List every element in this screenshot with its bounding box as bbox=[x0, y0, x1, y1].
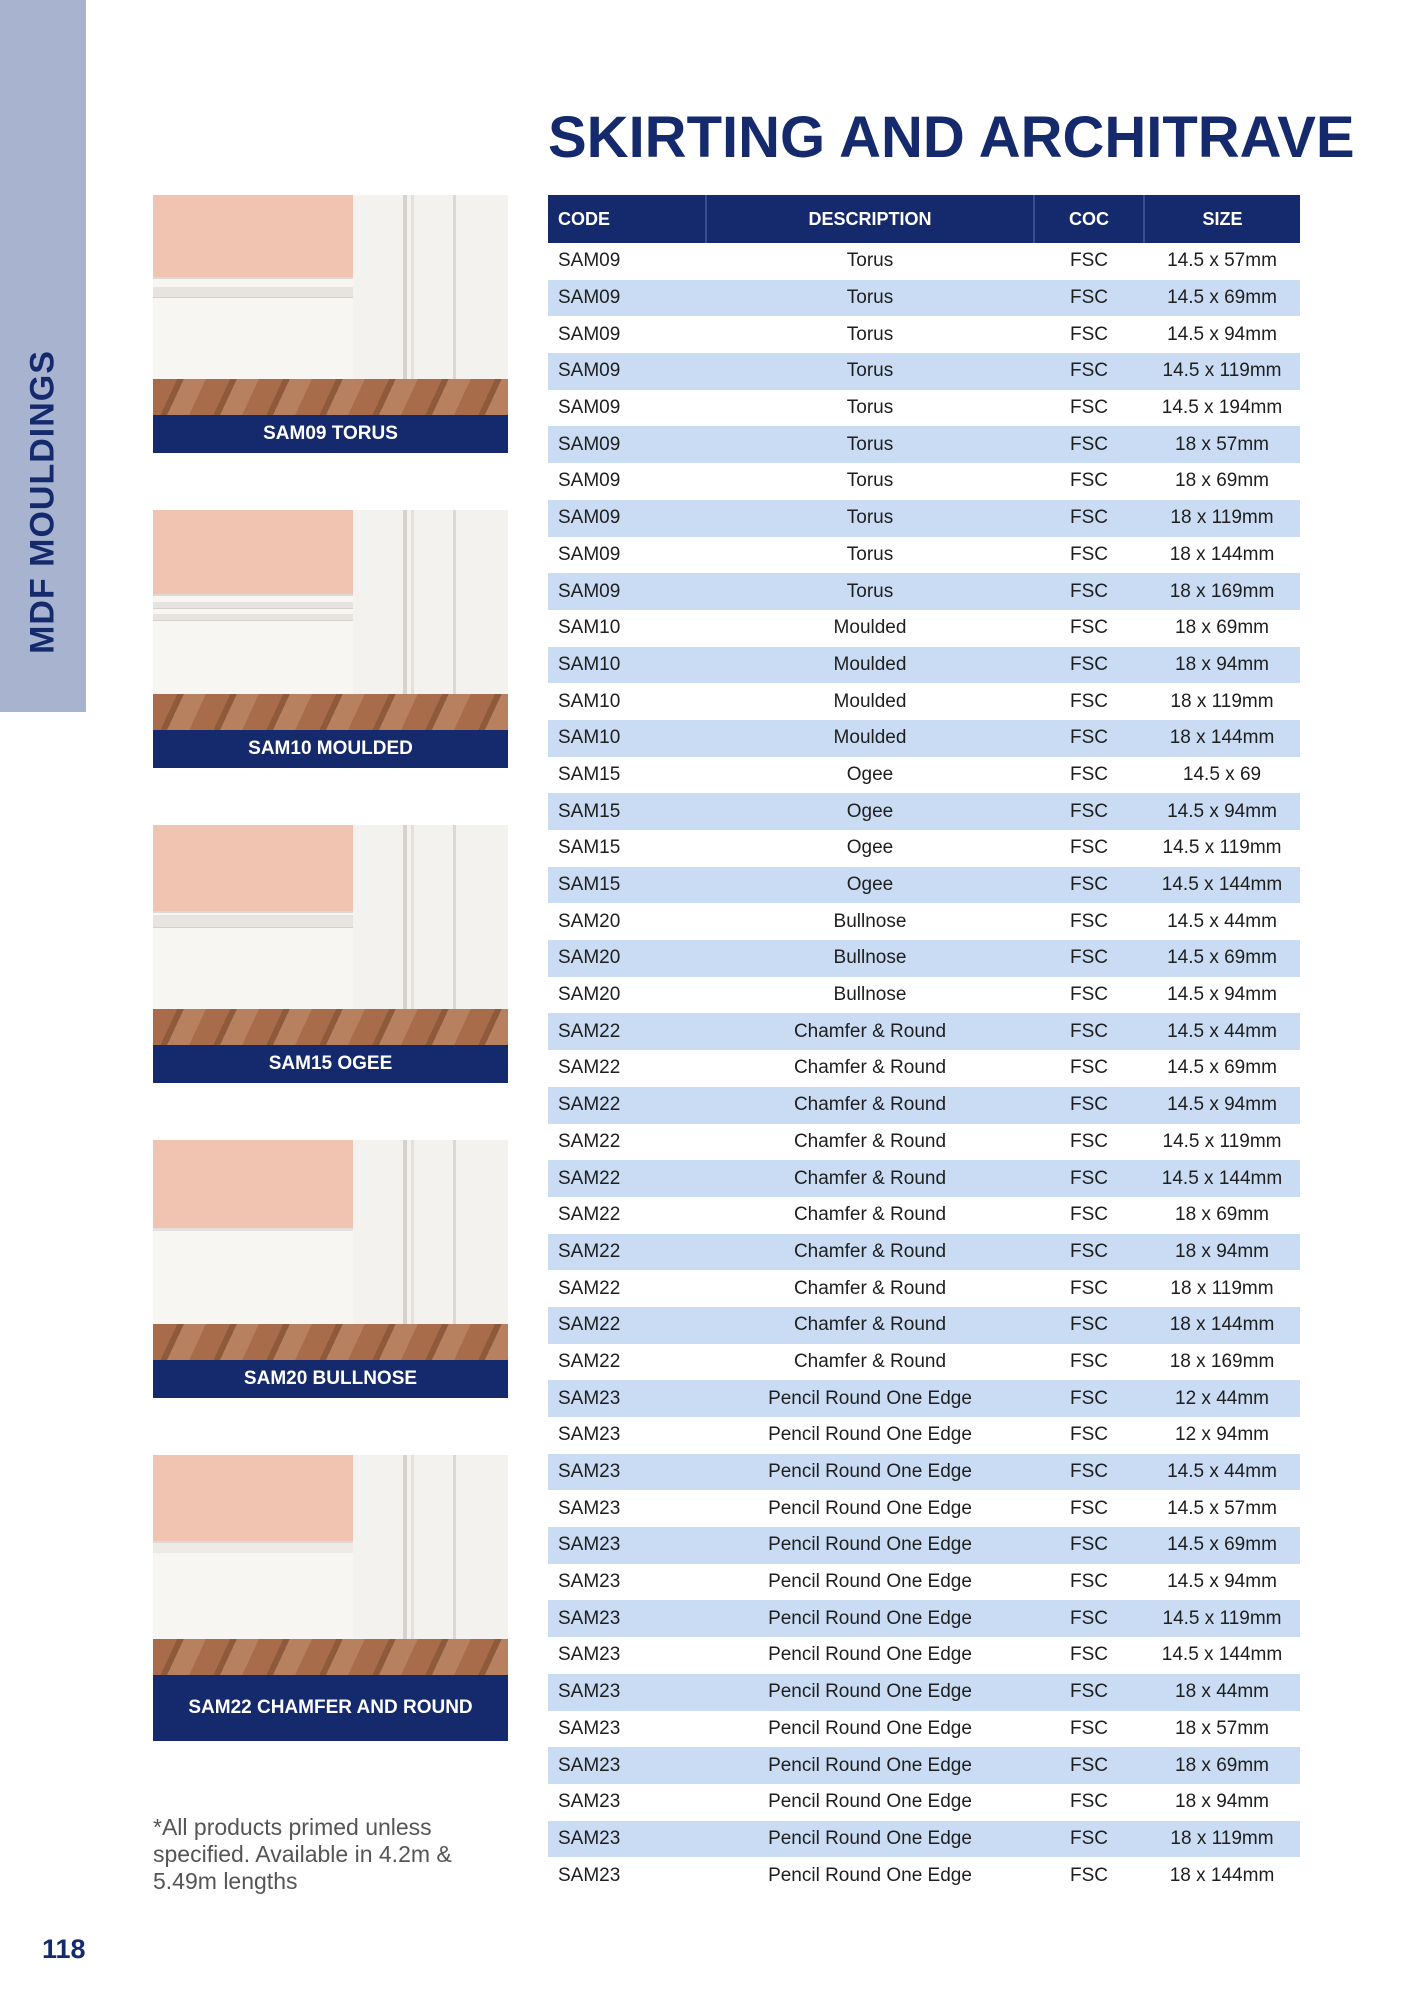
cell-code: SAM22 bbox=[558, 1204, 621, 1226]
cell-coc: FSC bbox=[1070, 1497, 1108, 1519]
cell-size: 14.5 x 69mm bbox=[1144, 1527, 1300, 1564]
cell-coc: FSC bbox=[1070, 1277, 1108, 1299]
page-number: 118 bbox=[42, 1934, 86, 1964]
cell-description: Chamfer & Round bbox=[706, 1234, 1034, 1271]
cell-size: 14.5 x 144mm bbox=[1161, 1644, 1283, 1666]
cell-size: 14.5 x 144mm bbox=[1144, 1160, 1300, 1197]
cell-coc: FSC bbox=[1034, 573, 1144, 610]
table-row bbox=[548, 316, 1300, 353]
table-row bbox=[548, 830, 1300, 867]
cell-coc: FSC bbox=[1070, 543, 1108, 565]
cell-code: SAM22 bbox=[558, 1350, 621, 1372]
cell-size: 14.5 x 69 bbox=[1182, 763, 1262, 785]
cell-size: 18 x 144mm bbox=[1169, 1864, 1275, 1886]
cell-code: SAM09 bbox=[548, 426, 706, 463]
cell-description: Chamfer & Round bbox=[706, 1087, 1034, 1124]
cell-size: 14.5 x 69mm bbox=[1144, 280, 1300, 317]
cell-size: 14.5 x 94mm bbox=[1167, 1571, 1277, 1593]
cell-size: 14.5 x 94mm bbox=[1144, 793, 1300, 830]
cell-code: SAM23 bbox=[548, 1380, 706, 1417]
cell-code: SAM22 bbox=[548, 1160, 706, 1197]
cell-size: 18 x 144mm bbox=[1169, 543, 1275, 565]
cell-description: Ogee bbox=[846, 763, 894, 785]
table-row bbox=[548, 903, 1300, 940]
cell-coc: FSC bbox=[1034, 1454, 1144, 1491]
cell-description: Chamfer & Round bbox=[793, 1057, 947, 1079]
cell-code: SAM09 bbox=[558, 323, 621, 345]
product-table bbox=[548, 195, 1300, 1894]
cell-size: 14.5 x 144mm bbox=[1144, 867, 1300, 904]
cell-code: SAM22 bbox=[558, 1277, 621, 1299]
cell-code: SAM22 bbox=[548, 1307, 706, 1344]
cell-code: SAM15 bbox=[558, 837, 621, 859]
cell-coc: FSC bbox=[1070, 690, 1108, 712]
cell-size: 18 x 119mm bbox=[1144, 500, 1300, 537]
cell-size: 18 x 119mm bbox=[1144, 1821, 1300, 1858]
table-row bbox=[548, 500, 1300, 537]
header-size: SIZE bbox=[1144, 195, 1300, 243]
cell-coc: FSC bbox=[1070, 1571, 1108, 1593]
cell-code: SAM22 bbox=[548, 1013, 706, 1050]
table-row bbox=[548, 1197, 1300, 1234]
cell-description: Chamfer & Round bbox=[706, 1160, 1034, 1197]
cell-coc: FSC bbox=[1070, 1204, 1108, 1226]
cell-size: 14.5 x 94mm bbox=[1144, 1087, 1300, 1124]
cell-coc: FSC bbox=[1034, 1821, 1144, 1858]
cell-size: 18 x 94mm bbox=[1175, 1791, 1269, 1813]
cell-size: 18 x 69mm bbox=[1175, 1204, 1269, 1226]
table-row bbox=[548, 1674, 1300, 1711]
cell-description: Pencil Round One Edge bbox=[768, 1571, 972, 1593]
cell-description: Pencil Round One Edge bbox=[768, 1717, 972, 1739]
cell-size: 18 x 69mm bbox=[1144, 1747, 1300, 1784]
product-caption: SAM15 OGEE bbox=[153, 1045, 508, 1083]
cell-code: SAM23 bbox=[558, 1571, 621, 1593]
cell-description: Pencil Round One Edge bbox=[768, 1497, 972, 1519]
cell-size: 14.5 x 194mm bbox=[1161, 397, 1283, 419]
cell-code: SAM15 bbox=[558, 763, 621, 785]
table-row bbox=[548, 537, 1300, 574]
cell-size: 14.5 x 69mm bbox=[1144, 940, 1300, 977]
cell-description: Moulded bbox=[706, 720, 1034, 757]
cell-size: 14.5 x 44mm bbox=[1144, 1454, 1300, 1491]
cell-size: 18 x 144mm bbox=[1144, 1307, 1300, 1344]
cell-code: SAM10 bbox=[558, 617, 621, 639]
cell-code: SAM23 bbox=[558, 1791, 621, 1813]
sam20-bullnose-photo bbox=[153, 1140, 508, 1360]
cell-code: SAM10 bbox=[558, 690, 621, 712]
table-row bbox=[548, 1711, 1300, 1748]
cell-code: SAM15 bbox=[548, 793, 706, 830]
cell-description: Pencil Round One Edge bbox=[768, 1644, 972, 1666]
cell-size: 18 x 169mm bbox=[1144, 573, 1300, 610]
product-card-sam22 bbox=[153, 1455, 508, 1741]
cell-coc: FSC bbox=[1034, 1013, 1144, 1050]
cell-size: 14.5 x 57mm bbox=[1167, 1497, 1277, 1519]
cell-code: SAM20 bbox=[558, 910, 621, 932]
cell-size: 18 x 94mm bbox=[1144, 1234, 1300, 1271]
cell-description: Torus bbox=[706, 280, 1034, 317]
cell-coc: FSC bbox=[1034, 1674, 1144, 1711]
cell-size: 18 x 69mm bbox=[1175, 617, 1269, 639]
table-row bbox=[548, 1160, 1300, 1197]
cell-description: Torus bbox=[846, 470, 894, 492]
cell-description: Ogee bbox=[706, 793, 1034, 830]
cell-size: 18 x 57mm bbox=[1175, 1717, 1269, 1739]
cell-description: Chamfer & Round bbox=[793, 1277, 947, 1299]
cell-description: Chamfer & Round bbox=[793, 1350, 947, 1372]
sam15-ogee-photo bbox=[153, 825, 508, 1045]
cell-code: SAM20 bbox=[548, 940, 706, 977]
table-row bbox=[548, 1013, 1300, 1050]
cell-code: SAM23 bbox=[548, 1527, 706, 1564]
table-row bbox=[548, 1344, 1300, 1381]
table-row bbox=[548, 757, 1300, 794]
cell-description: Torus bbox=[706, 353, 1034, 390]
cell-coc: FSC bbox=[1034, 500, 1144, 537]
cell-description: Moulded bbox=[833, 690, 907, 712]
cell-size: 18 x 44mm bbox=[1144, 1674, 1300, 1711]
cell-coc: FSC bbox=[1034, 280, 1144, 317]
cell-coc: FSC bbox=[1070, 617, 1108, 639]
table-row bbox=[548, 1600, 1300, 1637]
cell-description: Bullnose bbox=[833, 910, 907, 932]
cell-coc: FSC bbox=[1070, 397, 1108, 419]
product-card-sam20 bbox=[153, 1140, 508, 1398]
sam09-torus-photo bbox=[153, 195, 508, 415]
cell-size: 18 x 94mm bbox=[1144, 647, 1300, 684]
cell-coc: FSC bbox=[1070, 1644, 1108, 1666]
cell-code: SAM15 bbox=[548, 867, 706, 904]
table-row bbox=[548, 1234, 1300, 1271]
table-row bbox=[548, 1747, 1300, 1784]
cell-description: Moulded bbox=[706, 647, 1034, 684]
cell-coc: FSC bbox=[1034, 793, 1144, 830]
cell-coc: FSC bbox=[1034, 1380, 1144, 1417]
cell-description: Bullnose bbox=[706, 940, 1034, 977]
cell-code: SAM23 bbox=[548, 1821, 706, 1858]
cell-code: SAM23 bbox=[558, 1424, 621, 1446]
table-row bbox=[548, 647, 1300, 684]
table-row bbox=[548, 1490, 1300, 1527]
cell-coc: FSC bbox=[1034, 720, 1144, 757]
cell-description: Torus bbox=[846, 323, 894, 345]
table-row bbox=[548, 1087, 1300, 1124]
cell-coc: FSC bbox=[1034, 1087, 1144, 1124]
cell-coc: FSC bbox=[1034, 1747, 1144, 1784]
page-title: SKIRTING AND ARCHITRAVE bbox=[548, 105, 1355, 170]
cell-code: SAM23 bbox=[548, 1747, 706, 1784]
table-row bbox=[548, 1417, 1300, 1454]
cell-size: 18 x 69mm bbox=[1175, 470, 1269, 492]
table-row bbox=[548, 390, 1300, 427]
cell-code: SAM10 bbox=[548, 647, 706, 684]
table-row bbox=[548, 1124, 1300, 1161]
table-row bbox=[548, 426, 1300, 463]
cell-description: Pencil Round One Edge bbox=[768, 1864, 972, 1886]
side-section-tab bbox=[0, 0, 86, 712]
cell-description: Pencil Round One Edge bbox=[706, 1674, 1034, 1711]
cell-size: 14.5 x 119mm bbox=[1144, 1600, 1300, 1637]
cell-coc: FSC bbox=[1034, 1234, 1144, 1271]
cell-coc: FSC bbox=[1070, 984, 1108, 1006]
cell-size: 14.5 x 44mm bbox=[1167, 910, 1277, 932]
cell-code: SAM23 bbox=[548, 1674, 706, 1711]
product-caption: SAM20 BULLNOSE bbox=[153, 1360, 508, 1398]
footnote: *All products primed unless specified. Available in 4.2m & 5.49m lengths bbox=[153, 1814, 452, 1894]
product-card-sam15 bbox=[153, 825, 508, 1083]
table-row bbox=[548, 573, 1300, 610]
cell-coc: FSC bbox=[1034, 867, 1144, 904]
cell-size: 18 x 119mm bbox=[1170, 1277, 1274, 1299]
cell-code: SAM23 bbox=[558, 1644, 621, 1666]
cell-code: SAM09 bbox=[558, 250, 621, 272]
cell-description: Torus bbox=[846, 543, 894, 565]
table-row bbox=[548, 353, 1300, 390]
cell-description: Torus bbox=[846, 250, 894, 272]
cell-code: SAM09 bbox=[558, 543, 621, 565]
table-row bbox=[548, 683, 1300, 720]
cell-code: SAM22 bbox=[558, 1057, 621, 1079]
cell-size: 14.5 x 119mm bbox=[1162, 837, 1282, 859]
cell-coc: FSC bbox=[1070, 1424, 1108, 1446]
table-row bbox=[548, 280, 1300, 317]
cell-coc: FSC bbox=[1070, 470, 1108, 492]
cell-description: Torus bbox=[706, 573, 1034, 610]
table-row bbox=[548, 1454, 1300, 1491]
table-row bbox=[548, 1857, 1300, 1894]
cell-description: Ogee bbox=[846, 837, 894, 859]
product-caption: SAM09 TORUS bbox=[153, 415, 508, 453]
cell-description: Pencil Round One Edge bbox=[768, 1791, 972, 1813]
cell-coc: FSC bbox=[1070, 1350, 1108, 1372]
cell-size: 18 x 169mm bbox=[1169, 1350, 1275, 1372]
cell-size: 14.5 x 119mm bbox=[1144, 353, 1300, 390]
table-row bbox=[548, 243, 1300, 280]
cell-code: SAM09 bbox=[558, 397, 621, 419]
table-row bbox=[548, 1050, 1300, 1087]
cell-coc: FSC bbox=[1034, 426, 1144, 463]
cell-size: 18 x 144mm bbox=[1144, 720, 1300, 757]
table-row bbox=[548, 610, 1300, 647]
table-row bbox=[548, 977, 1300, 1014]
cell-coc: FSC bbox=[1070, 1717, 1108, 1739]
cell-description: Chamfer & Round bbox=[793, 1130, 947, 1152]
cell-description: Pencil Round One Edge bbox=[706, 1747, 1034, 1784]
cell-size: 14.5 x 69mm bbox=[1167, 1057, 1277, 1079]
table-row bbox=[548, 940, 1300, 977]
product-card-sam10 bbox=[153, 510, 508, 768]
cell-coc: FSC bbox=[1070, 1864, 1108, 1886]
table-row bbox=[548, 1821, 1300, 1858]
cell-code: SAM10 bbox=[548, 720, 706, 757]
table-row bbox=[548, 463, 1300, 500]
product-card-sam09 bbox=[153, 195, 508, 453]
cell-coc: FSC bbox=[1070, 1057, 1108, 1079]
cell-code: SAM22 bbox=[558, 1130, 621, 1152]
cell-code: SAM23 bbox=[548, 1600, 706, 1637]
cell-coc: FSC bbox=[1034, 1600, 1144, 1637]
product-caption: SAM22 CHAMFER AND ROUND bbox=[153, 1675, 508, 1741]
cell-coc: FSC bbox=[1070, 837, 1108, 859]
table-row bbox=[548, 1270, 1300, 1307]
side-section-label: MDF MOULDINGS bbox=[23, 350, 62, 654]
cell-coc: FSC bbox=[1034, 940, 1144, 977]
cell-code: SAM22 bbox=[548, 1087, 706, 1124]
cell-code: SAM23 bbox=[558, 1497, 621, 1519]
table-row bbox=[548, 1564, 1300, 1601]
cell-description: Torus bbox=[846, 397, 894, 419]
cell-description: Pencil Round One Edge bbox=[706, 1821, 1034, 1858]
table-row bbox=[548, 720, 1300, 757]
cell-code: SAM09 bbox=[548, 353, 706, 390]
cell-description: Chamfer & Round bbox=[706, 1307, 1034, 1344]
cell-description: Ogee bbox=[706, 867, 1034, 904]
cell-coc: FSC bbox=[1034, 647, 1144, 684]
cell-description: Chamfer & Round bbox=[706, 1013, 1034, 1050]
cell-description: Torus bbox=[706, 426, 1034, 463]
cell-code: SAM09 bbox=[558, 470, 621, 492]
table-row bbox=[548, 867, 1300, 904]
cell-code: SAM23 bbox=[558, 1717, 621, 1739]
sam22-chamfer-round-photo bbox=[153, 1455, 508, 1675]
cell-description: Pencil Round One Edge bbox=[706, 1600, 1034, 1637]
table-row bbox=[548, 1527, 1300, 1564]
cell-description: Torus bbox=[706, 500, 1034, 537]
cell-description: Chamfer & Round bbox=[793, 1204, 947, 1226]
cell-coc: FSC bbox=[1070, 323, 1108, 345]
cell-code: SAM23 bbox=[548, 1454, 706, 1491]
cell-description: Bullnose bbox=[833, 984, 907, 1006]
cell-description: Pencil Round One Edge bbox=[706, 1454, 1034, 1491]
table-header-row bbox=[548, 195, 1300, 243]
cell-coc: FSC bbox=[1070, 910, 1108, 932]
cell-description: Moulded bbox=[833, 617, 907, 639]
cell-size: 14.5 x 44mm bbox=[1144, 1013, 1300, 1050]
cell-description: Pencil Round One Edge bbox=[706, 1527, 1034, 1564]
cell-description: Pencil Round One Edge bbox=[768, 1424, 972, 1446]
header-description: DESCRIPTION bbox=[706, 195, 1034, 243]
cell-coc: FSC bbox=[1070, 250, 1108, 272]
product-caption: SAM10 MOULDED bbox=[153, 730, 508, 768]
cell-code: SAM09 bbox=[548, 280, 706, 317]
cell-coc: FSC bbox=[1034, 1160, 1144, 1197]
header-code: CODE bbox=[548, 195, 706, 243]
cell-coc: FSC bbox=[1070, 763, 1108, 785]
table-row bbox=[548, 1307, 1300, 1344]
cell-coc: FSC bbox=[1034, 353, 1144, 390]
table-row bbox=[548, 793, 1300, 830]
cell-code: SAM09 bbox=[548, 573, 706, 610]
cell-size: 12 x 94mm bbox=[1175, 1424, 1269, 1446]
table-row bbox=[548, 1380, 1300, 1417]
cell-code: SAM22 bbox=[548, 1234, 706, 1271]
cell-size: 18 x 119mm bbox=[1170, 690, 1274, 712]
cell-description: Pencil Round One Edge bbox=[706, 1380, 1034, 1417]
sam10-moulded-photo bbox=[153, 510, 508, 730]
cell-size: 12 x 44mm bbox=[1144, 1380, 1300, 1417]
table-row bbox=[548, 1637, 1300, 1674]
cell-code: SAM23 bbox=[558, 1864, 621, 1886]
cell-size: 18 x 57mm bbox=[1144, 426, 1300, 463]
table-row bbox=[548, 1784, 1300, 1821]
cell-coc: FSC bbox=[1070, 1791, 1108, 1813]
cell-code: SAM20 bbox=[558, 984, 621, 1006]
cell-size: 14.5 x 119mm bbox=[1162, 1130, 1282, 1152]
header-coc: COC bbox=[1034, 195, 1144, 243]
cell-coc: FSC bbox=[1034, 1527, 1144, 1564]
cell-code: SAM09 bbox=[548, 500, 706, 537]
cell-coc: FSC bbox=[1034, 1307, 1144, 1344]
cell-size: 14.5 x 94mm bbox=[1167, 323, 1277, 345]
cell-size: 14.5 x 94mm bbox=[1167, 984, 1277, 1006]
cell-size: 14.5 x 57mm bbox=[1167, 250, 1277, 272]
cell-coc: FSC bbox=[1070, 1130, 1108, 1152]
